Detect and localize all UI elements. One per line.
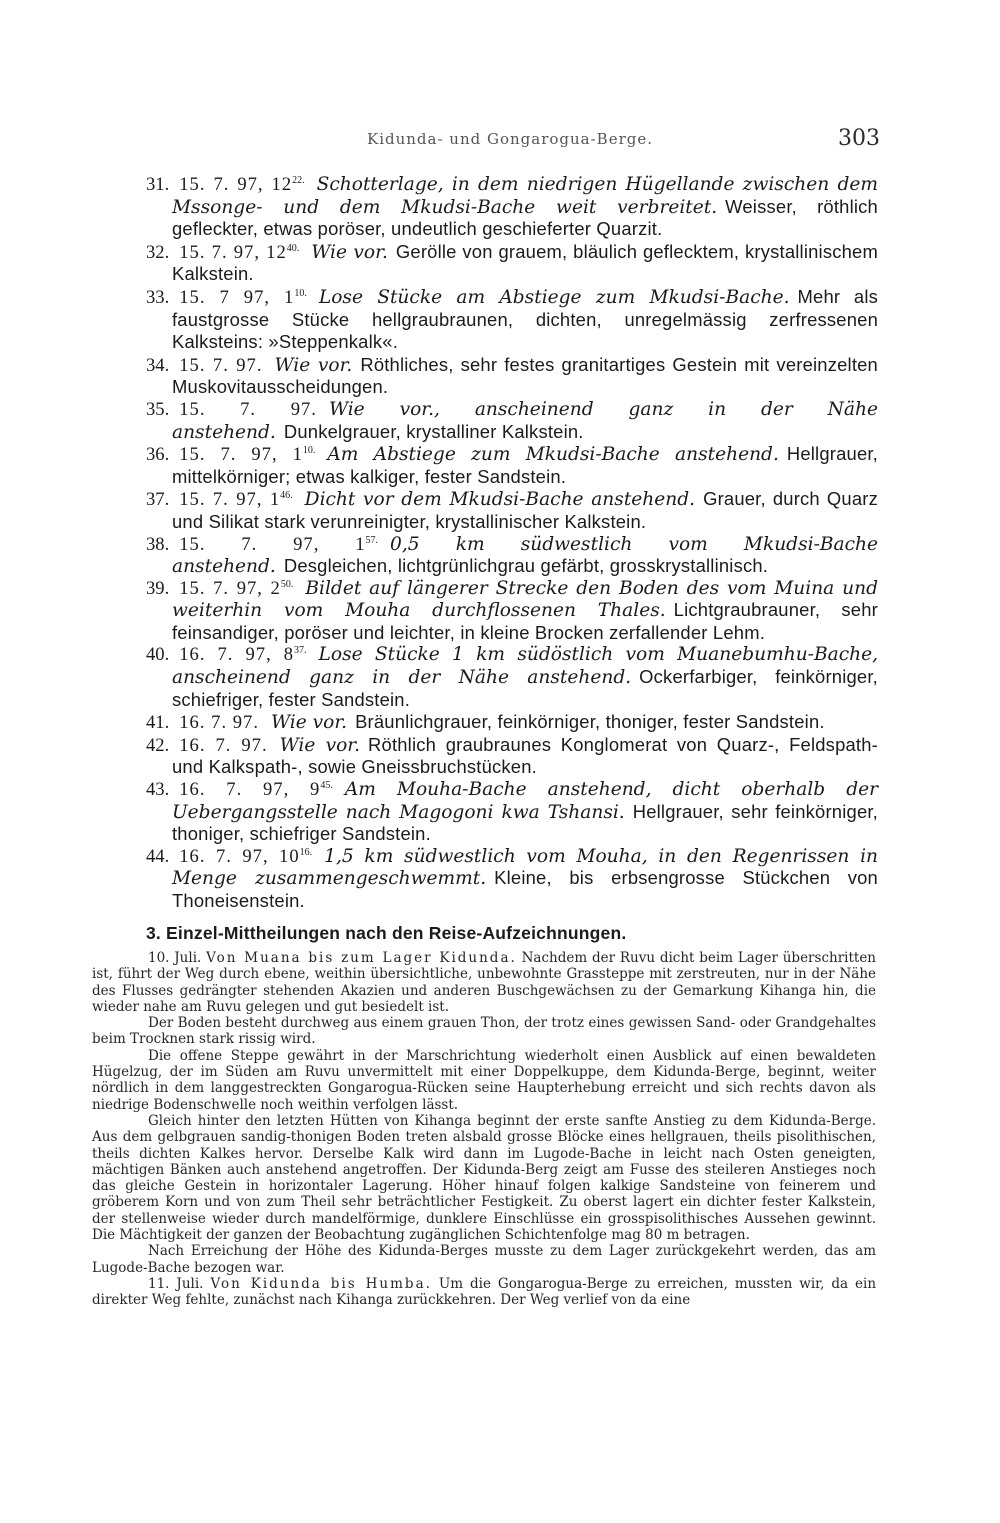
note-paragraph [92, 1243, 876, 1276]
sample-entry [146, 733, 878, 779]
running-head: Kidunda- und Gongarogua-Berge. [366, 130, 653, 148]
sample-entry [146, 845, 878, 913]
entry-date [179, 534, 378, 555]
entry-time-minutes: 50. [280, 578, 294, 590]
entry-date-text: 16. 7. 97, 10 [179, 845, 300, 867]
sample-entry [146, 398, 878, 443]
entry-location: Lose Stücke am Abstiege zum Mkudsi-Bache. [318, 286, 790, 308]
note-paragraph [92, 1015, 876, 1048]
entry-date-text: 15. 7. 97, 12 [179, 241, 287, 263]
sample-entry [146, 711, 878, 734]
paragraph-text: Nachdem der Ruvu dicht beim Lager überschritten ist, führt der Weg durch ebene, weithin übersichtliche, unbewohnte Grassteppe mit zerstreuten, nur in der Nähe des Flusses gedrängter stehenden Akazien und anderen Buschgewächsen zu der Gemarkung Kihanga hin, die wieder nahe am Ruvu gelegen und gut besiedelt ist. [92, 950, 876, 1015]
entry-location: Wie vor. [274, 354, 353, 376]
entry-location: Am Abstiege zum Mkudsi-Bache anstehend. [327, 444, 779, 466]
sample-entry [146, 443, 878, 488]
entry-number: 40. [146, 644, 170, 666]
note-paragraph [92, 1113, 876, 1243]
entry-time-minutes: 46. [280, 490, 293, 502]
sample-list [146, 174, 878, 913]
entry-time-minutes: 22. [292, 174, 305, 186]
entry-date-text: 15. 7 97, 1 [179, 286, 295, 308]
entry-date-text: 15. 7. 97, 2 [179, 577, 281, 599]
entry-location: Wie vor. [279, 734, 361, 756]
sample-entry [146, 533, 878, 578]
sample-entry [146, 353, 878, 399]
entry-description: Röthlich graubraunes Konglomerat von Quarz-, Feldspath- und Kalkspath-, sowie Gneissbruchstücken. [172, 733, 878, 778]
entry-description: Bräunlichgrauer, feinkörniger, thoniger, fester Sandstein. [355, 711, 825, 733]
entry-number: 38. [146, 533, 170, 555]
entry-location: Wie vor. [311, 241, 388, 263]
sample-entry [146, 285, 878, 354]
entry-description: Desgleichen, lichtgrünlichgrau gefärbt, grosskrystallinisch. [283, 555, 769, 577]
entry-number: 39. [146, 577, 170, 599]
entry-description: Mehr als faustgrosse Stücke hellgraubraunen, dichten, unregelmässig zerfressenen Kalksteins: »Steppenkalk«. [172, 285, 878, 353]
entry-time-minutes: 45. [320, 779, 333, 791]
entry-number: 37. [146, 489, 170, 511]
entry-time-minutes: 10. [294, 287, 307, 299]
entry-time-minutes: 10. [302, 444, 316, 456]
entry-date [179, 779, 333, 800]
entry-description: Hellgrauer, mittelkörniger; etwas kalkiger, fester Sandstein. [172, 443, 878, 487]
entry-number: 42. [146, 734, 170, 756]
entry-description: Lichtgraubrauner, sehr feinsandiger, poröser und leichter, in kleine Brocken zerfallender Lehm. [172, 599, 878, 643]
entry-number: 41. [146, 712, 170, 734]
entry-date [179, 355, 262, 376]
entry-date [179, 399, 317, 420]
entry-description: Röthliches, sehr festes granitartiges Gestein mit vereinzelten Muskovitausscheidungen. [172, 353, 878, 398]
sample-entry [146, 240, 878, 286]
entry-time-minutes: 57. [365, 534, 379, 546]
entry-number: 44. [146, 845, 170, 867]
entry-date-text: 16. 7. 97, 9 [179, 779, 321, 801]
paragraph-text: Nach Erreichung der Höhe des Kidunda-Berges musste zu dem Lager zurückgekehrt werden, das am Lugode-Bache bezogen war. [92, 1243, 876, 1276]
page-header [140, 126, 880, 156]
sample-entry [146, 488, 878, 533]
entry-location: Am Mouha-Bache anstehend, dicht oberhalb der Uebergangsstelle nach Magogoni kwa Tshansi. [172, 779, 879, 823]
entry-date [179, 242, 299, 263]
entry-description: Weisser, röthlich gefleckter, etwas poröser, undeutlich geschieferter Quarzit. [172, 195, 878, 240]
entry-date [179, 578, 293, 599]
entry-description: Gerölle von grauem, bläulich geflecktem, krystallinischem Kalkstein. [172, 240, 878, 285]
entry-date [179, 489, 292, 510]
entry-number: 35. [146, 398, 170, 420]
entry-date [179, 444, 315, 465]
entry-location: Wie vor. [270, 712, 348, 734]
paragraph-route: Von Muana bis zum Lager Kidunda. [206, 950, 517, 966]
entry-date-text: 15. 7. 97, 1 [179, 533, 366, 555]
paragraph-text: Gleich hinter den letzten Hütten von Kihanga beginnt der erste sanfte Anstieg zu dem Kidunda-Berge. Aus dem gelbgrauen sandig-thonigen Boden treten alsbald grosse Blöcke eines hellgrauen, theils pisolithischen, theils dichten Kalkes hervor. Derselbe Kalk wird dann im Lugode-Bache in leicht nach Osten geneigten, mächtigen Bänken auch anstehend angetroffen. Der Kidunda-Berg zeigt am Fusse des steileren Anstieges noch das gleiche Gestein in horizontaler Lagerung. Höher hinauf folgen kalkige Sandsteine von feinerem und gröberem Korn und von zum Theil sehr beträchtlicher Festigkeit. Zu oberst lagert ein dichter fester Kalkstein, der stellenweise wieder durch mandelförmige, dunklere Einschlüsse ein grosspisolithisches Aussehen gewinnt. Die Mächtigkeit der ganzen der Beobachtung zugänglichen Schichtenfolge mag 80 m betragen. [92, 1112, 876, 1244]
entry-date [179, 644, 306, 665]
entry-location: Bildet auf längerer Strecke den Boden des vom Muina und weiterhin vom Mouha durchflossenen Thales. [172, 577, 878, 622]
entry-time-minutes: 16. [299, 846, 313, 858]
note-paragraph [92, 1276, 876, 1309]
paragraph-date: 11. Juli. [148, 1275, 204, 1292]
entry-date-text: 16. 7. 97, 8 [179, 644, 295, 666]
entry-location: Schotterlage, in dem niedrigen Hügellande zwischen dem Mssonge- und dem Mkudsi-Bache weit verbreitet. [172, 174, 878, 218]
entry-date [179, 735, 267, 756]
entry-description: Grauer, durch Quarz und Silikat stark verunreinigter, krystallinischer Kalkstein. [172, 488, 878, 532]
sample-entry [146, 174, 878, 241]
entry-number: 31. [146, 174, 170, 195]
entry-number: 32. [146, 241, 170, 263]
entry-date [179, 712, 259, 733]
paragraph-text: Die offene Steppe gewährt in der Marschrichtung wiederholt einen Ausblick auf einen bewaldeten Hügelzug, der im Süden am Ruvu unvermittelt mit einer Doppelkuppe, dem Kidunda-Berge, beginnt, weiter nördlich in dem langgestreckten Gongarogua-Rücken seine Haupterhebung erreicht und sich rechts davon als niedrige Bodenschwelle noch weithin verfolgen lässt. [92, 1047, 876, 1113]
section-title: 3. Einzel-Mittheilungen nach den Reise-Aufzeichnungen. [146, 923, 627, 943]
entry-number: 34. [146, 354, 170, 376]
entry-date-text: 15. 7. 97. [179, 354, 263, 376]
entry-description: Hellgrauer, sehr feinkörniger, thoniger, schiefriger Sandstein. [172, 800, 878, 845]
entry-date-text: 15. 7. 97, 1 [179, 489, 281, 511]
entry-number: 43. [146, 779, 170, 801]
sample-entry [146, 644, 879, 711]
travel-notes [92, 950, 876, 1309]
note-paragraph [92, 950, 876, 1015]
entry-date-text: 16. 7. 97. [179, 712, 259, 734]
entry-time-minutes: 40. [286, 242, 300, 254]
entry-date-text: 15. 7. 97. [179, 398, 317, 420]
paragraph-text: Der Boden besteht durchweg aus einem grauen Thon, der trotz eines gewissen Sand- oder Grandgehaltes beim Trocknen stark rissig wird. [92, 1015, 876, 1048]
entry-location: 0,5 km südwestlich vom Mkudsi-Bache anstehend. [172, 533, 878, 578]
entry-description: Dunkelgrauer, krystalliner Kalkstein. [283, 420, 584, 442]
sample-entry [146, 779, 879, 846]
entry-date [179, 287, 307, 308]
paragraph-date: 10. Juli. [148, 950, 202, 966]
entry-location: Wie vor., anscheinend ganz in der Nähe anstehend. [172, 398, 878, 443]
entry-location: Lose Stücke 1 km südöstlich vom Muanebumhu-Bache, anscheinend ganz in der Nähe anstehend. [172, 644, 879, 689]
page-number: 303 [838, 126, 880, 151]
entry-date-text: 16. 7. 97. [179, 734, 268, 756]
entry-date [179, 174, 304, 195]
entry-location: 1,5 km südwestlich vom Mouha, in den Regenrissen in Menge zusammengeschwemmt. [172, 845, 878, 890]
entry-number: 36. [146, 444, 170, 466]
entry-description: Kleine, bis erbsengrosse Stückchen von Thoneisenstein. [172, 867, 878, 911]
note-paragraph [92, 1048, 876, 1113]
sample-entry [146, 577, 878, 645]
entry-date-text: 15. 7. 97, 12 [179, 174, 293, 195]
entry-date [179, 846, 312, 867]
entry-number: 33. [146, 286, 170, 308]
paragraph-route: Von Kidunda bis Humba. [210, 1275, 432, 1292]
entry-location: Dicht vor dem Mkudsi-Bache anstehend. [304, 489, 696, 511]
entry-time-minutes: 37. [294, 645, 307, 657]
paragraph-text: Um die Gongarogua-Berge zu erreichen, mussten wir, da ein direkter Weg fehlte, zunächst nach Kihanga zurückkehren. Der Weg verlief von da eine [92, 1275, 877, 1309]
entry-date-text: 15. 7. 97, 1 [179, 444, 303, 466]
entry-description: Ockerfarbiger, feinkörniger, schiefriger, fester Sandstein. [172, 666, 878, 710]
